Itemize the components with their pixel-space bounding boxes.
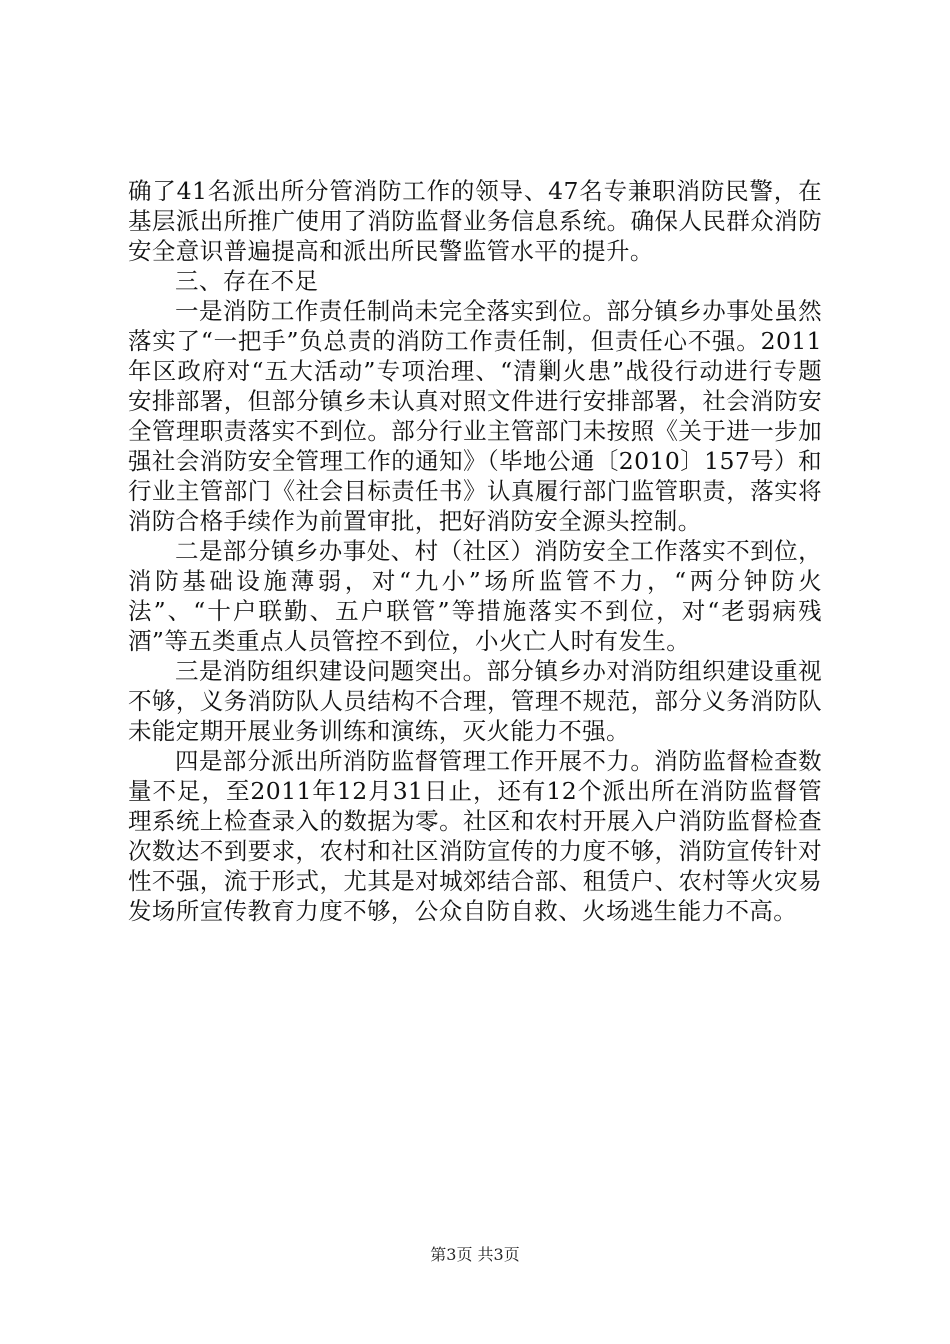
paragraph-point-three: 三是消防组织建设问题突出。部分镇乡办对消防组织建设重视不够，义务消防队人员结构不合理，管理不规范，部分义务消防队未能定期开展业务训练和演练，灭火能力不强。 [128, 657, 822, 745]
section-heading-shortcomings: 三、存在不足 [175, 267, 319, 295]
document-body [128, 176, 822, 926]
paragraph-point-one: 一是消防工作责任制尚未完全落实到位。部分镇乡办事处虽然落实了“一把手”负总责的消防工作责任制，但责任心不强。2011年区政府对“五大活动”专项治理、“清剿火患”战役行动进行专题安排部署，但部分镇乡未认真对照文件进行安排部署，社会消防安全管理职责落实不到位。部分行业主管部门未按照《关于进一步加强社会消防安全管理工作的通知》（毕地公通〔2010〕157号）和行业主管部门《社会目标责任书》认真履行部门监管职责，落实将消防合格手续作为前置审批，把好消防安全源头控制。 [128, 297, 822, 535]
paragraph-point-two: 二是部分镇乡办事处、村（社区）消防安全工作落实不到位，消防基础设施薄弱，对“九小”场所监管不力，“两分钟防火法”、“十户联勤、五户联管”等措施落实不到位，对“老弱病残酒”等五类重点人员管控不到位，小火亡人时有发生。 [128, 537, 822, 655]
paragraph-point-four: 四是部分派出所消防监督管理工作开展不力。消防监督检查数量不足，至2011年12月31日止，还有12个派出所在消防监督管理系统上检查录入的数据为零。社区和农村开展入户消防监督检查次数达不到要求，农村和社区消防宣传的力度不够，消防宣传针对性不强，流于形式，尤其是对城郊结合部、租赁户、农村等火灾易发场所宣传教育力度不够，公众自防自救、火场逃生能力不高。 [128, 747, 822, 925]
page-number-footer: 第3页 共3页 [430, 1245, 520, 1264]
paragraph-continuation: 确了41名派出所分管消防工作的领导、47名专兼职消防民警，在基层派出所推广使用了消防监督业务信息系统。确保人民群众消防安全意识普遍提高和派出所民警监管水平的提升。 [128, 177, 822, 265]
